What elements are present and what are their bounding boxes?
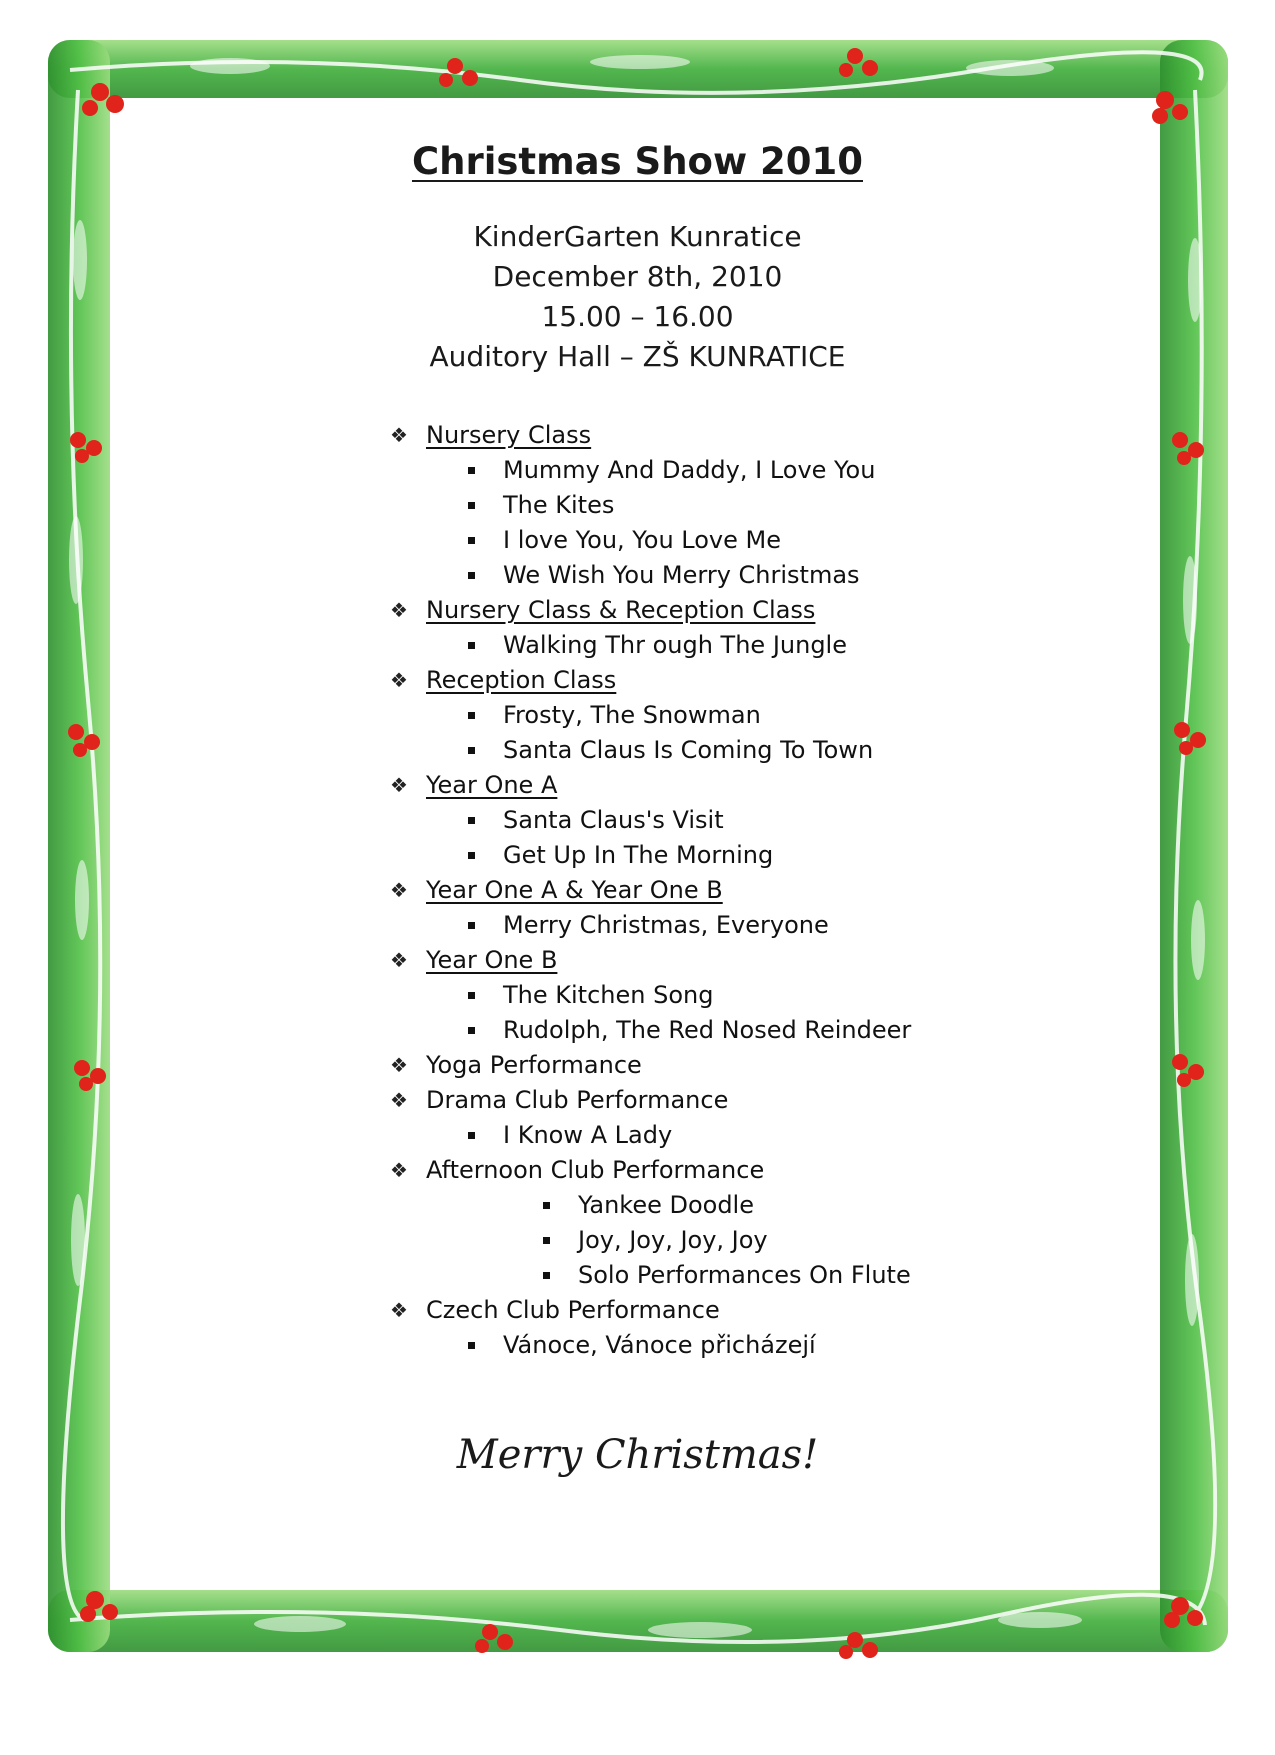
diamond-cluster-icon: ❖ — [390, 1053, 408, 1077]
diamond-cluster-icon: ❖ — [390, 668, 408, 692]
square-bullet-icon — [543, 1237, 550, 1244]
section-label: Yoga Performance — [426, 1051, 642, 1079]
square-bullet-icon — [468, 992, 475, 999]
program-item — [390, 1118, 950, 1153]
diamond-cluster-icon: ❖ — [390, 948, 408, 972]
item-label: Santa Claus Is Coming To Town — [503, 736, 874, 764]
item-label: Merry Christmas, Everyone — [503, 911, 829, 939]
section-label: Drama Club Performance — [426, 1086, 729, 1114]
program-item — [390, 733, 950, 768]
diamond-cluster-icon: ❖ — [390, 1088, 408, 1112]
page-title: Christmas Show 2010 — [411, 140, 863, 183]
diamond-cluster-icon: ❖ — [390, 1158, 408, 1182]
event-venue: Auditory Hall – ZŠ KUNRATICE — [429, 340, 846, 373]
program-item — [390, 838, 950, 873]
square-bullet-icon — [468, 502, 475, 509]
program-item — [390, 628, 950, 663]
square-bullet-icon — [543, 1272, 550, 1279]
program-section — [390, 418, 950, 453]
program-item — [390, 908, 950, 943]
program-item — [390, 1013, 950, 1048]
program-section — [390, 663, 950, 698]
program-section — [390, 1083, 950, 1118]
program-section — [390, 593, 950, 628]
program-item — [390, 803, 950, 838]
item-label: Rudolph, The Red Nosed Reindeer — [503, 1016, 912, 1044]
program-list — [390, 418, 950, 1363]
program-item — [390, 453, 950, 488]
section-label: Afternoon Club Performance — [426, 1156, 765, 1184]
program-item — [390, 978, 950, 1013]
item-label: Frosty, The Snowman — [503, 701, 761, 729]
section-label: Czech Club Performance — [426, 1296, 720, 1324]
square-bullet-icon — [468, 1027, 475, 1034]
item-label: Santa Claus's Visit — [503, 806, 724, 834]
program-item — [390, 558, 950, 593]
item-label: I Know A Lady — [503, 1121, 673, 1149]
item-label: The Kites — [503, 491, 615, 519]
program-item — [390, 488, 950, 523]
event-time: 15.00 – 16.00 — [541, 300, 734, 333]
diamond-cluster-icon: ❖ — [390, 773, 408, 797]
square-bullet-icon — [468, 1132, 475, 1139]
program-item — [390, 1328, 950, 1363]
section-label: Nursery Class — [426, 421, 592, 449]
item-label: We Wish You Merry Christmas — [503, 561, 860, 589]
square-bullet-icon — [468, 922, 475, 929]
event-date: December 8th, 2010 — [492, 260, 783, 293]
program-item — [390, 1258, 950, 1293]
program-section — [390, 768, 950, 803]
program-item — [390, 698, 950, 733]
item-label: Get Up In The Morning — [503, 841, 774, 869]
square-bullet-icon — [468, 1342, 475, 1349]
square-bullet-icon — [468, 712, 475, 719]
program-item — [390, 1188, 950, 1223]
diamond-cluster-icon: ❖ — [390, 878, 408, 902]
program-section — [390, 1293, 950, 1328]
section-label: Year One B — [426, 946, 558, 974]
program-section — [390, 1153, 950, 1188]
section-label: Year One A & Year One B — [426, 876, 723, 904]
program-item — [390, 1223, 950, 1258]
square-bullet-icon — [468, 852, 475, 859]
program-section — [390, 943, 950, 978]
square-bullet-icon — [468, 467, 475, 474]
program-section — [390, 1048, 950, 1083]
item-label: Yankee Doodle — [578, 1191, 754, 1219]
program-item — [390, 523, 950, 558]
diamond-cluster-icon: ❖ — [390, 423, 408, 447]
square-bullet-icon — [468, 817, 475, 824]
section-label: Year One A — [426, 771, 558, 799]
item-label: Solo Performances On Flute — [578, 1261, 911, 1289]
section-label: Nursery Class & Reception Class — [426, 596, 816, 624]
program-section — [390, 873, 950, 908]
diamond-cluster-icon: ❖ — [390, 598, 408, 622]
diamond-cluster-icon: ❖ — [390, 1298, 408, 1322]
item-label: I love You, You Love Me — [503, 526, 781, 554]
square-bullet-icon — [468, 642, 475, 649]
item-label: Walking Thr ough The Jungle — [503, 631, 847, 659]
square-bullet-icon — [468, 572, 475, 579]
item-label: Mummy And Daddy, I Love You — [503, 456, 876, 484]
section-label: Reception Class — [426, 666, 617, 694]
item-label: Joy, Joy, Joy, Joy — [578, 1226, 768, 1254]
item-label: The Kitchen Song — [503, 981, 714, 1009]
closing-greeting: Merry Christmas! — [456, 1432, 819, 1478]
square-bullet-icon — [468, 747, 475, 754]
square-bullet-icon — [543, 1202, 550, 1209]
school-name: KinderGarten Kunratice — [473, 220, 802, 253]
square-bullet-icon — [468, 537, 475, 544]
item-label: Vánoce, Vánoce přicházejí — [503, 1331, 816, 1359]
